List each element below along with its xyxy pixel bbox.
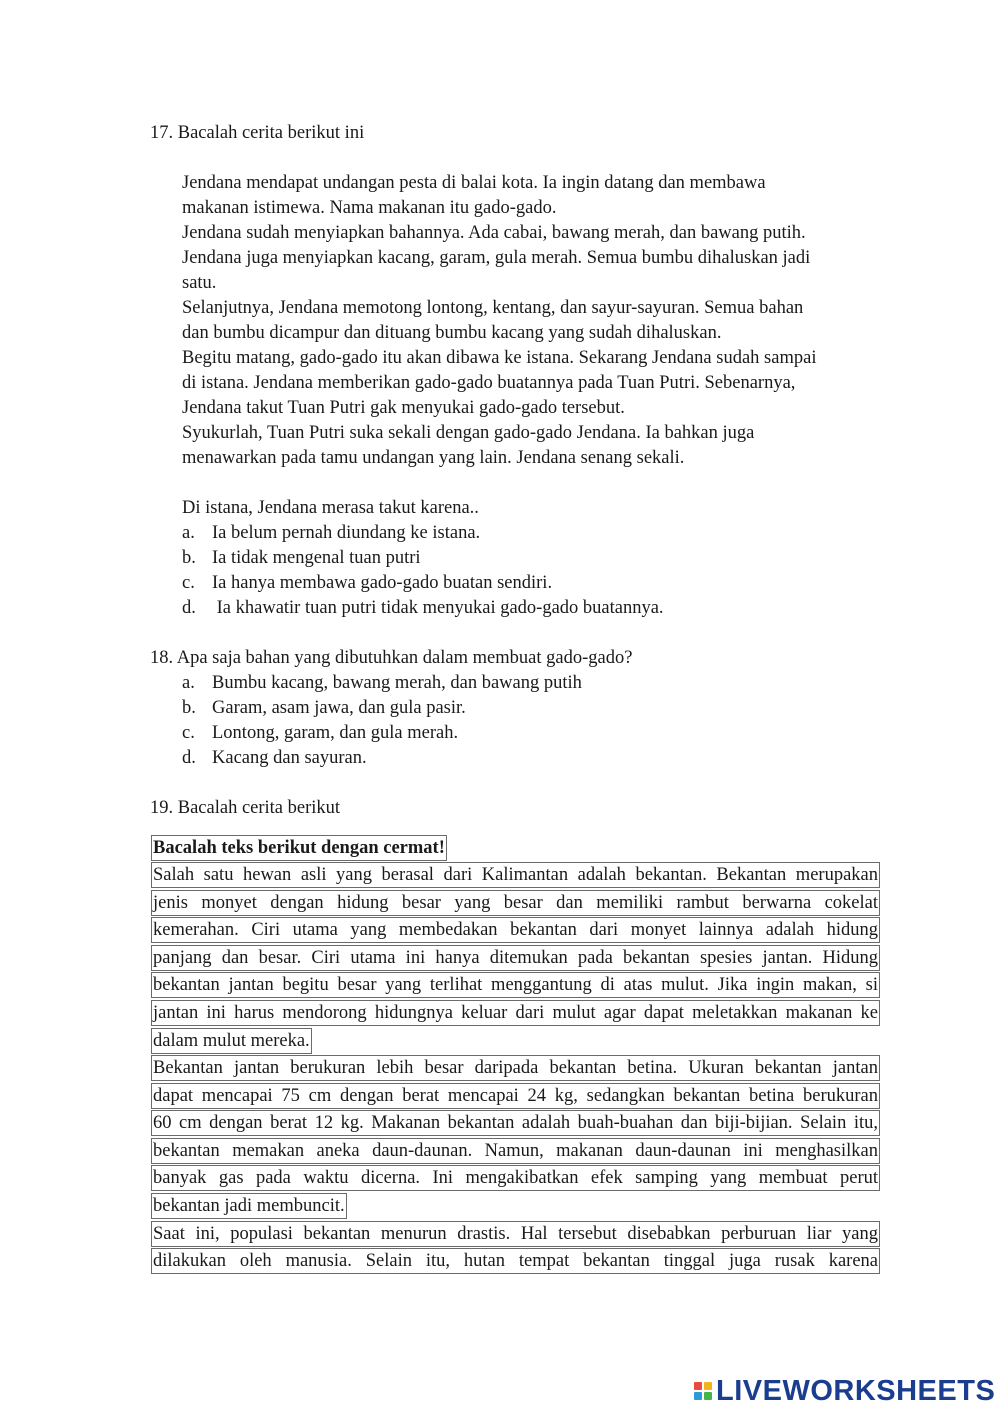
- story-line: Jendana mendapat undangan pesta di balai kota. Ia ingin datang dan membawa: [182, 173, 766, 193]
- passage-line: dapat mencapai 75 cm dengan berat mencapai 24 kg, sedangkan bekantan betina berukuran: [151, 1083, 880, 1109]
- liveworksheets-cubes-icon: [694, 1382, 712, 1400]
- option-text: Ia hanya membawa gado-gado buatan sendiri.: [212, 573, 553, 593]
- option-letter: b.: [182, 548, 196, 568]
- passage-line: dalam mulut mereka.: [151, 1028, 312, 1054]
- passage-line: dilakukan oleh manusia. Selain itu, hutan tempat bekantan tinggal juga rusak karena: [151, 1248, 880, 1274]
- q17-option-b[interactable]: [182, 546, 421, 571]
- option-letter: b.: [182, 698, 196, 718]
- q17-option-d[interactable]: [182, 596, 664, 621]
- question-17-prompt: Di istana, Jendana merasa takut karena..: [182, 498, 479, 518]
- passage-heading: Bacalah teks berikut dengan cermat!: [151, 835, 447, 861]
- option-text: Ia khawatir tuan putri tidak menyukai gado-gado buatannya.: [212, 598, 664, 618]
- question-17-title: 17. Bacalah cerita berikut ini: [150, 123, 365, 143]
- story-line: makanan istimewa. Nama makanan itu gado-gado.: [182, 198, 557, 218]
- option-text: Lontong, garam, dan gula merah.: [212, 723, 459, 743]
- passage-line: Saat ini, populasi bekantan menurun drastis. Hal tersebut disebabkan perburuan liar yang: [151, 1221, 880, 1247]
- option-letter: a.: [182, 523, 195, 543]
- option-letter: a.: [182, 673, 195, 693]
- question-19-title: 19. Bacalah cerita berikut: [150, 798, 341, 818]
- story-line: Begitu matang, gado-gado itu akan dibawa ke istana. Sekarang Jendana sudah sampai: [182, 348, 817, 368]
- option-text: Ia belum pernah diundang ke istana.: [212, 523, 481, 543]
- story-line: Selanjutnya, Jendana memotong lontong, kentang, dan sayur-sayuran. Semua bahan: [182, 298, 804, 318]
- passage-line: panjang dan besar. Ciri utama ini hanya ditemukan pada bekantan spesies jantan. Hidung: [151, 945, 880, 971]
- q18-option-b[interactable]: [182, 696, 466, 721]
- story-line: dan bumbu dicampur dan dituang bumbu kacang yang sudah dihaluskan.: [182, 323, 722, 343]
- option-text: Bumbu kacang, bawang merah, dan bawang putih: [212, 673, 582, 693]
- passage-line: banyak gas pada waktu dicerna. Ini mengakibatkan efek samping yang membuat perut: [151, 1165, 880, 1191]
- passage-line: jenis monyet dengan hidung besar yang besar dan memiliki rambut berwarna cokelat: [151, 890, 880, 916]
- liveworksheets-logo[interactable]: [694, 1375, 996, 1407]
- option-text: Ia tidak mengenal tuan putri: [212, 548, 421, 568]
- q17-option-a[interactable]: [182, 521, 480, 546]
- story-line: Jendana takut Tuan Putri gak menyukai gado-gado tersebut.: [182, 398, 625, 418]
- option-letter: d.: [182, 748, 196, 768]
- option-letter: c.: [182, 573, 195, 593]
- story-line: Jendana juga menyiapkan kacang, garam, gula merah. Semua bumbu dihaluskan jadi: [182, 248, 811, 268]
- q18-option-d[interactable]: [182, 746, 367, 771]
- option-text: Kacang dan sayuran.: [212, 748, 367, 768]
- passage-line: Bekantan jantan berukuran lebih besar daripada bekantan betina. Ukuran bekantan jantan: [151, 1055, 880, 1081]
- question-18-title: 18. Apa saja bahan yang dibutuhkan dalam membuat gado-gado?: [150, 648, 633, 668]
- passage-line: jantan ini harus mendorong hidungnya keluar dari mulut agar dapat meletakkan makanan ke: [151, 1000, 880, 1026]
- passage-line: bekantan memakan aneka daun-daunan. Namun, makanan daun-daunan ini menghasilkan: [151, 1138, 880, 1164]
- story-line: di istana. Jendana memberikan gado-gado buatannya pada Tuan Putri. Sebenarnya,: [182, 373, 796, 393]
- story-line: satu.: [182, 273, 217, 293]
- passage-line: kemerahan. Ciri utama yang membedakan bekantan dari monyet lainnya adalah hidung: [151, 917, 880, 943]
- story-line: Jendana sudah menyiapkan bahannya. Ada cabai, bawang merah, dan bawang putih.: [182, 223, 806, 243]
- q18-option-c[interactable]: [182, 721, 458, 746]
- logo-text: LIVEWORKSHEETS: [716, 1375, 996, 1407]
- q17-option-c[interactable]: [182, 571, 552, 596]
- option-letter: d.: [182, 598, 196, 618]
- passage-line: bekantan jadi membuncit.: [151, 1193, 347, 1219]
- story-line: Syukurlah, Tuan Putri suka sekali dengan gado-gado Jendana. Ia bahkan juga: [182, 423, 755, 443]
- option-letter: c.: [182, 723, 195, 743]
- passage-line: bekantan jantan begitu besar yang terlihat menggantung di atas mulut. Jika ingin makan, si: [151, 972, 880, 998]
- passage-line: 60 cm dengan berat 12 kg. Makanan bekantan adalah buah-buahan dan biji-bijian. Selain itu,: [151, 1110, 880, 1136]
- passage-line: Salah satu hewan asli yang berasal dari Kalimantan adalah bekantan. Bekantan merupakan: [151, 862, 880, 888]
- story-line: menawarkan pada tamu undangan yang lain. Jendana senang sekali.: [182, 448, 685, 468]
- option-text: Garam, asam jawa, dan gula pasir.: [212, 698, 466, 718]
- q18-option-a[interactable]: [182, 671, 582, 696]
